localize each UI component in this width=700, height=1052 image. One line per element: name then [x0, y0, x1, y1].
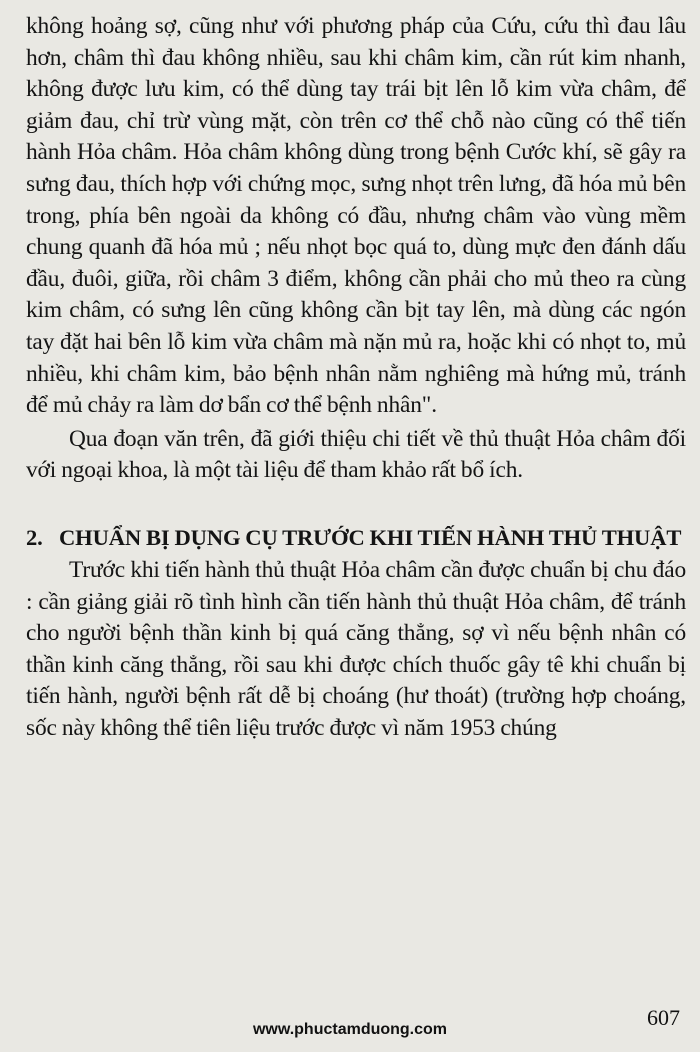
section-heading — [26, 523, 686, 553]
section-number: 2. — [26, 524, 43, 550]
footer-website: www.phuctamduong.com — [252, 1021, 448, 1038]
paragraph-summary: Qua đoạn văn trên, đã giới thiệu chi tiết về thủ thuật Hỏa châm đối với ngoại khoa, là một tài liệu để tham khảo rất bổ ích. — [26, 425, 686, 484]
paragraph-continuation: không hoảng sợ, cũng như với phương pháp của Cứu, cứu thì đau lâu hơn, châm thì đau không nhiều, sau khi châm kim, cần rút kim nhanh, không được lưu kim, có thể dùng tay trái bịt lên lỗ kim vừa châm, để giảm đau, chỉ trừ vùng mặt, còn trên cơ thể chỗ nào cũng có thể tiến hành Hỏa châm. Hỏa châm không dùng trong bệnh Cước khí, sẽ gây ra sưng đau, thích hợp với chứng mọc, sưng nhọt trên lưng, đã hóa mủ bên trong, phía bên ngoài da không có đầu, nhưng châm vào vùng mềm chung quanh đã hóa mủ ; nếu nhọt bọc quá to, dùng mực đen đánh dấu đầu, đuôi, giữa, rồi châm 3 điểm, không cần phải cho mủ theo ra cùng kim châm, có sưng lên cũng không cần bịt tay lên, mà dùng các ngón tay đặt hai bên lỗ kim vừa châm mà nặn mủ ra, hoặc khi có nhọt to, mủ nhiều, khi châm kim, bảo bệnh nhân nằm nghiêng mà hứng mủ, tránh để mủ chảy ra làm dơ bẩn cơ thể bệnh nhân". — [26, 13, 686, 419]
body-text — [26, 11, 686, 744]
page-number: 607 — [647, 1005, 680, 1030]
paragraph-preparation: Trước khi tiến hành thủ thuật Hỏa châm cần được chuẩn bị chu đáo : cần giảng giải rõ tình hình cần tiến hành thủ thuật Hỏa châm, để tránh cho người bệnh thần kinh bị quá căng thẳng, sợ vì nếu bệnh nhân có thần kinh căng thẳng, rồi sau khi được chích thuốc gây tê khi chuẩn bị tiến hành, người bệnh rất dễ bị choáng (hư thoát) (trường hợp choáng, sốc này không thể tiên liệu trước được vì năm 1953 chúng — [26, 556, 686, 741]
section-title: CHUẨN BỊ DỤNG CỤ TRƯỚC KHI TIẾN HÀNH THỦ THUẬT — [59, 524, 682, 550]
